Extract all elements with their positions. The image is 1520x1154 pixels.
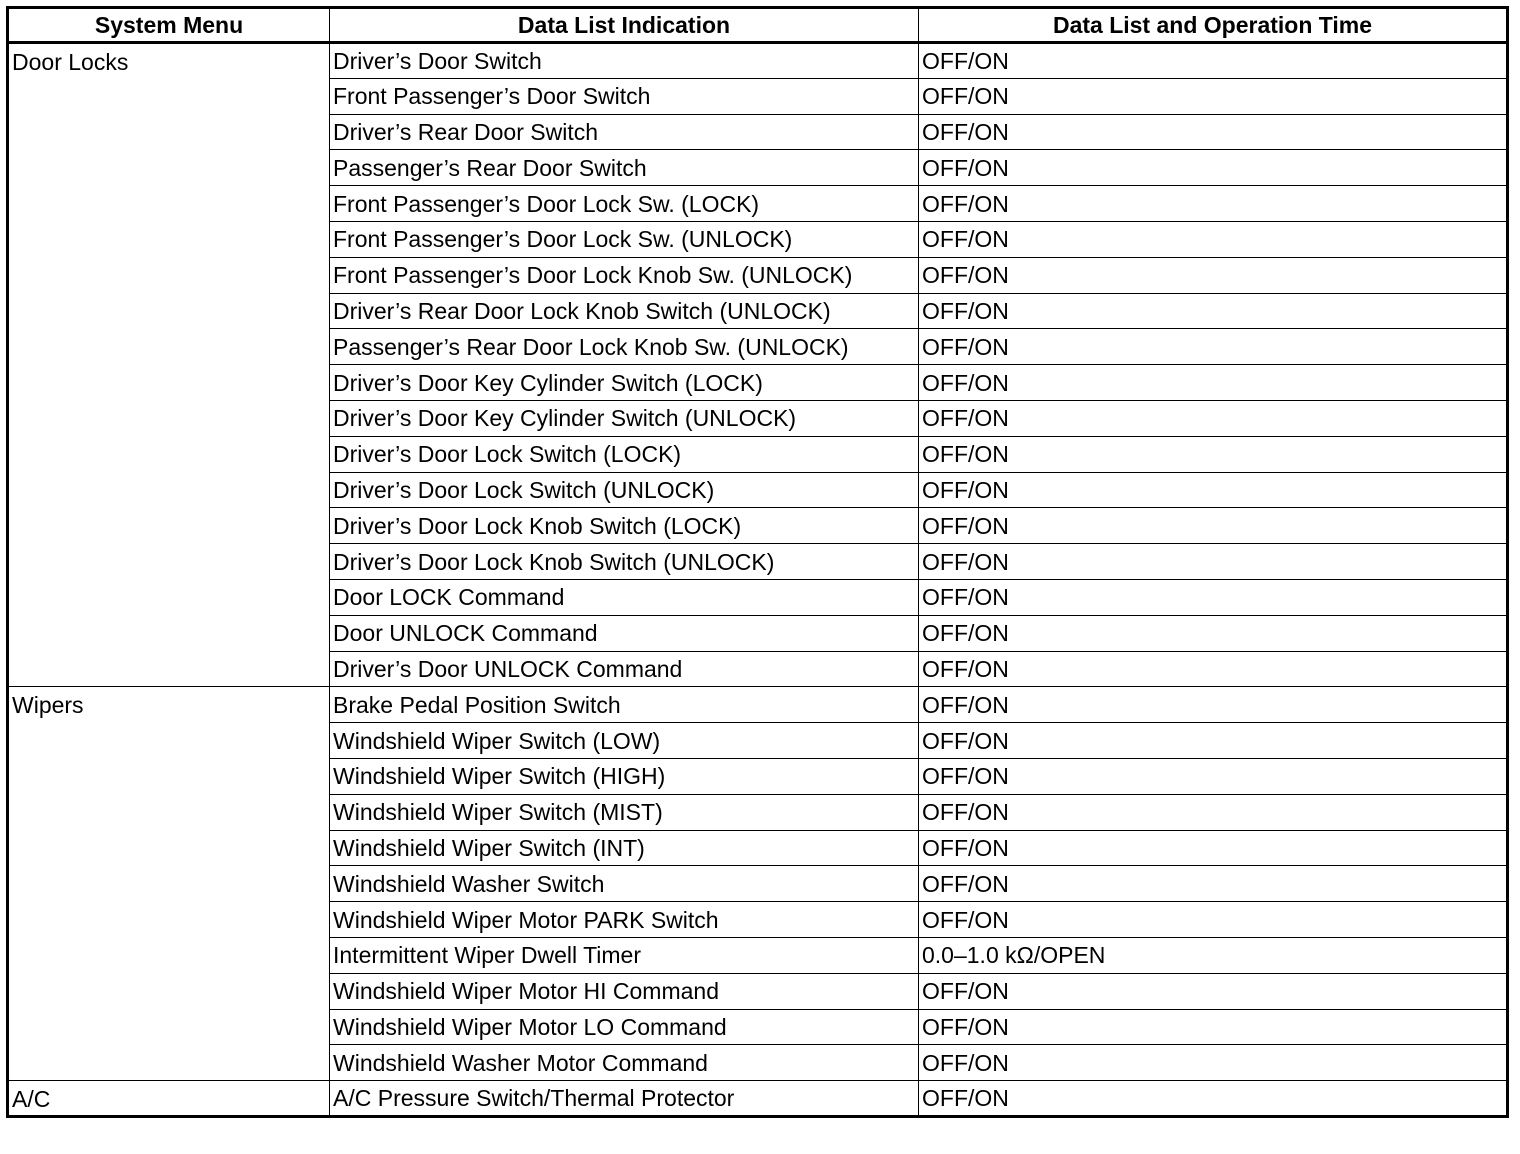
data-list-indication-cell: Driver’s Rear Door Switch <box>330 114 919 150</box>
data-list-indication-cell: Passenger’s Rear Door Switch <box>330 150 919 186</box>
data-list-indication-cell: Driver’s Door Lock Switch (LOCK) <box>330 436 919 472</box>
operation-value-cell: OFF/ON <box>919 794 1508 830</box>
data-list-indication-cell: Door UNLOCK Command <box>330 615 919 651</box>
data-list-indication-cell: Brake Pedal Position Switch <box>330 687 919 723</box>
data-list-indication-cell: Windshield Wiper Motor LO Command <box>330 1009 919 1045</box>
header-data-list-indication: Data List Indication <box>330 8 919 43</box>
operation-value-cell: OFF/ON <box>919 221 1508 257</box>
operation-value-cell: OFF/ON <box>919 651 1508 687</box>
operation-value-cell: OFF/ON <box>919 472 1508 508</box>
operation-value-cell: OFF/ON <box>919 758 1508 794</box>
system-menu-cell: A/C <box>8 1081 330 1117</box>
data-list-indication-cell: Driver’s Door Key Cylinder Switch (LOCK) <box>330 365 919 401</box>
table-header <box>8 8 1508 43</box>
operation-value-cell: OFF/ON <box>919 723 1508 759</box>
operation-value-cell: OFF/ON <box>919 687 1508 723</box>
operation-value-cell: OFF/ON <box>919 365 1508 401</box>
data-list-indication-cell: Windshield Wiper Switch (MIST) <box>330 794 919 830</box>
operation-value-cell: OFF/ON <box>919 902 1508 938</box>
data-list-indication-cell: Windshield Wiper Switch (HIGH) <box>330 758 919 794</box>
operation-value-cell: OFF/ON <box>919 186 1508 222</box>
table-body <box>8 43 1508 1117</box>
operation-value-cell: OFF/ON <box>919 1081 1508 1117</box>
system-menu-cell: Door Locks <box>8 43 330 687</box>
data-list-indication-cell: Driver’s Door Key Cylinder Switch (UNLOCK) <box>330 400 919 436</box>
operation-value-cell: OFF/ON <box>919 866 1508 902</box>
data-list-table <box>6 6 1509 1118</box>
data-list-indication-cell: Front Passenger’s Door Switch <box>330 78 919 114</box>
operation-value-cell: OFF/ON <box>919 579 1508 615</box>
data-list-indication-cell: Driver’s Door Lock Knob Switch (UNLOCK) <box>330 544 919 580</box>
operation-value-cell: OFF/ON <box>919 830 1508 866</box>
data-list-indication-cell: A/C Pressure Switch/Thermal Protector <box>330 1081 919 1117</box>
data-list-indication-cell: Windshield Washer Switch <box>330 866 919 902</box>
operation-value-cell: OFF/ON <box>919 257 1508 293</box>
data-list-indication-cell: Windshield Wiper Switch (LOW) <box>330 723 919 759</box>
operation-value-cell: OFF/ON <box>919 436 1508 472</box>
operation-value-cell: OFF/ON <box>919 544 1508 580</box>
operation-value-cell: OFF/ON <box>919 78 1508 114</box>
operation-value-cell: OFF/ON <box>919 150 1508 186</box>
data-list-indication-cell: Driver’s Door Switch <box>330 43 919 79</box>
operation-value-cell: OFF/ON <box>919 615 1508 651</box>
data-list-indication-cell: Driver’s Door UNLOCK Command <box>330 651 919 687</box>
data-list-indication-cell: Driver’s Rear Door Lock Knob Switch (UNLOCK) <box>330 293 919 329</box>
table-row <box>8 43 1508 79</box>
data-list-indication-cell: Windshield Wiper Switch (INT) <box>330 830 919 866</box>
operation-value-cell: OFF/ON <box>919 114 1508 150</box>
data-list-indication-cell: Front Passenger’s Door Lock Knob Sw. (UNLOCK) <box>330 257 919 293</box>
operation-value-cell: OFF/ON <box>919 43 1508 79</box>
operation-value-cell: OFF/ON <box>919 293 1508 329</box>
data-list-indication-cell: Windshield Wiper Motor PARK Switch <box>330 902 919 938</box>
data-list-indication-cell: Driver’s Door Lock Switch (UNLOCK) <box>330 472 919 508</box>
operation-value-cell: 0.0–1.0 kΩ/OPEN <box>919 937 1508 973</box>
operation-value-cell: OFF/ON <box>919 329 1508 365</box>
data-list-indication-cell: Windshield Wiper Motor HI Command <box>330 973 919 1009</box>
data-list-indication-cell: Intermittent Wiper Dwell Timer <box>330 937 919 973</box>
header-data-list-operation-time: Data List and Operation Time <box>919 8 1508 43</box>
data-list-indication-cell: Door LOCK Command <box>330 579 919 615</box>
header-row <box>8 8 1508 43</box>
data-list-indication-cell: Driver’s Door Lock Knob Switch (LOCK) <box>330 508 919 544</box>
data-list-indication-cell: Windshield Washer Motor Command <box>330 1045 919 1081</box>
header-system-menu: System Menu <box>8 8 330 43</box>
system-menu-cell: Wipers <box>8 687 330 1081</box>
operation-value-cell: OFF/ON <box>919 1045 1508 1081</box>
operation-value-cell: OFF/ON <box>919 1009 1508 1045</box>
table-row <box>8 1081 1508 1117</box>
data-list-indication-cell: Passenger’s Rear Door Lock Knob Sw. (UNLOCK) <box>330 329 919 365</box>
operation-value-cell: OFF/ON <box>919 973 1508 1009</box>
table-row <box>8 687 1508 723</box>
operation-value-cell: OFF/ON <box>919 400 1508 436</box>
operation-value-cell: OFF/ON <box>919 508 1508 544</box>
data-list-indication-cell: Front Passenger’s Door Lock Sw. (UNLOCK) <box>330 221 919 257</box>
data-list-indication-cell: Front Passenger’s Door Lock Sw. (LOCK) <box>330 186 919 222</box>
